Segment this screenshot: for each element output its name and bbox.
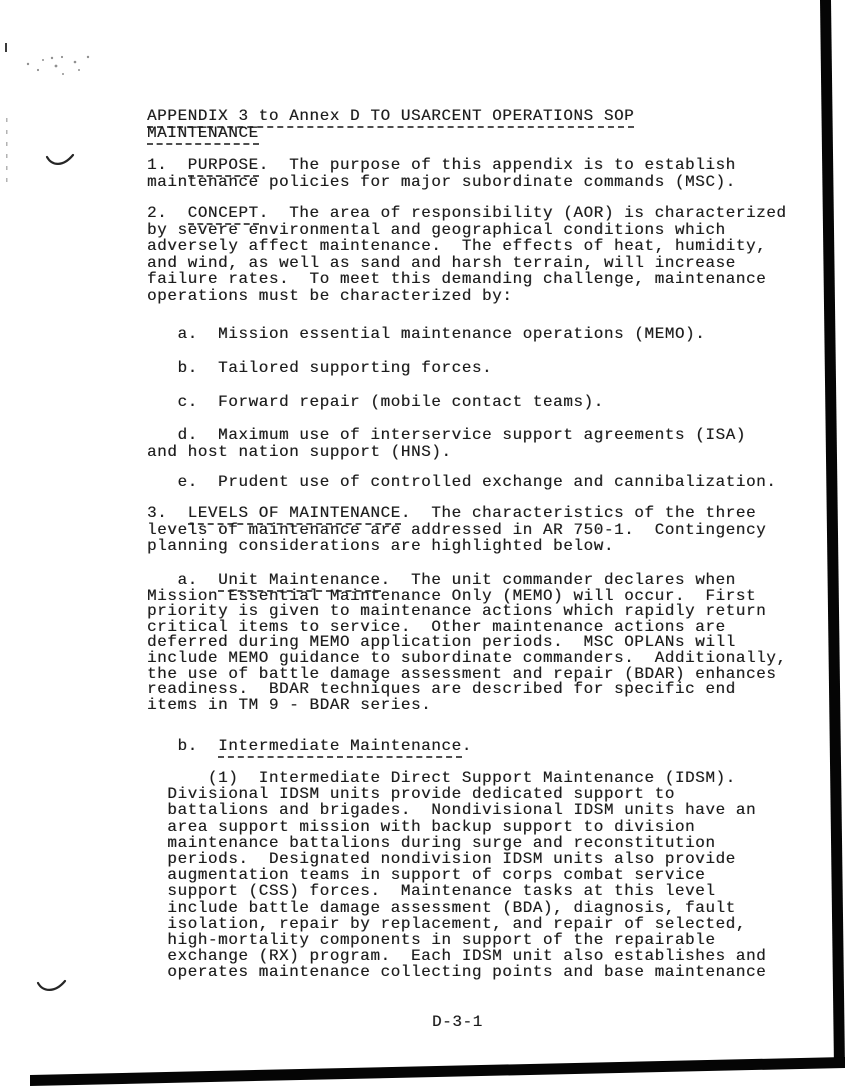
- list-item-e: [147, 474, 837, 491]
- text-line: a. Unit Maintenance. The unit commander declares when: [147, 573, 837, 589]
- list-item-a: [147, 326, 837, 343]
- text-line: planning considerations are highlighted below.: [147, 537, 614, 555]
- text-line: adversely affect maintenance. The effects of heat, humidity,: [147, 237, 767, 255]
- text-line: Divisional IDSM units provide dedicated support to: [147, 785, 675, 804]
- text-line: c. Forward repair (mobile contact teams).: [147, 393, 604, 411]
- scan-specks: [27, 56, 89, 75]
- text-line: readiness. BDAR techniques are described for specific end: [147, 680, 736, 699]
- paragraph-purpose: [147, 157, 837, 190]
- text-line: support (CSS) forces. Maintenance tasks at this level: [147, 882, 716, 901]
- text-line: levels of maintenance are addressed in AR 750-1. Contingency: [147, 520, 767, 539]
- scan-speck-dotted-line: [6, 118, 8, 182]
- text-line: include MEMO guidance to subordinate commanders. Additionally,: [147, 648, 787, 667]
- text-line: include battle damage assessment (BDA), diagnosis, fault: [147, 898, 736, 917]
- paragraph-unit-maintenance: [147, 573, 837, 713]
- list-item-c: [147, 394, 837, 411]
- text-line: maintenance policies for major subordinate commands (MSC).: [147, 172, 736, 191]
- text-line: area support mission with backup support to division: [147, 817, 696, 836]
- document-header: [147, 108, 837, 141]
- paragraph-levels-of-maintenance: [147, 505, 837, 555]
- text-line: a. Mission essential maintenance operations (MEMO).: [147, 325, 706, 343]
- text-line: isolation, repair by replacement, and repair of selected,: [147, 914, 746, 933]
- pen-mark-bottom: [38, 981, 65, 990]
- text-line: Mission Essential Maintenance Only (MEMO) will occur. First: [147, 586, 757, 605]
- underlined-text: MAINTENANCE: [147, 124, 259, 145]
- text-line: by severe environmental and geographical conditions which: [147, 220, 726, 239]
- text-line: and wind, as well as sand and harsh terrain, will increase: [147, 253, 736, 272]
- underlined-text: Unit Maintenance: [218, 571, 380, 592]
- text-line: operations must be characterized by:: [147, 286, 513, 305]
- underlined-text: CONCEPT: [188, 204, 259, 225]
- scan-speck-tick: [5, 43, 7, 52]
- text-line: 3. LEVELS OF MAINTENANCE. The characteristics of the three: [147, 505, 837, 522]
- text-line: d. Maximum use of interservice support agreements (ISA): [147, 426, 746, 444]
- text-line: the use of battle damage assessment and repair (BDAR) enhances: [147, 664, 777, 683]
- text-line: [147, 108, 837, 125]
- paragraph-intermediate-maintenance: [147, 738, 837, 755]
- text-line: deferred during MEMO application periods. MSC OPLANs will: [147, 633, 736, 652]
- page-number: D-3-1: [432, 1013, 483, 1031]
- text-line: periods. Designated nondivision IDSM units also provide: [147, 849, 736, 868]
- text-line: b. Tailored supporting forces.: [147, 359, 493, 377]
- text-line: 1. PURPOSE. The purpose of this appendix is to establish: [147, 157, 837, 174]
- text-line: 2. CONCEPT. The area of responsibility (AOR) is characterized: [147, 205, 837, 222]
- text-line: exchange (RX) program. Each IDSM unit also establishes and: [147, 947, 767, 966]
- list-item-b: [147, 360, 837, 377]
- text-line: and host nation support (HNS).: [147, 442, 452, 461]
- underlined-text: APPENDIX 3 to Annex D TO USARCENT OPERATIONS SOP: [147, 107, 634, 128]
- text-line: e. Prudent use of controlled exchange and cannibalization.: [147, 473, 777, 491]
- pen-mark-top: [47, 155, 73, 164]
- text-line: maintenance battalions during surge and reconstitution: [147, 833, 716, 852]
- list-item-d: [147, 427, 837, 460]
- scan-edge-bar-bottom: [30, 1057, 845, 1086]
- text-line: operates maintenance collecting points and base maintenance: [147, 963, 767, 982]
- paragraph-concept: [147, 205, 837, 304]
- text-line: b. Intermediate Maintenance.: [147, 738, 837, 755]
- underlined-text: LEVELS OF MAINTENANCE: [188, 504, 401, 525]
- text-line: augmentation teams in support of corps combat service: [147, 866, 706, 885]
- underlined-text: PURPOSE: [188, 156, 259, 177]
- paragraph-idsm: [147, 770, 837, 980]
- text-line: priority is given to maintenance actions which rapidly return: [147, 602, 767, 621]
- text-line: battalions and brigades. Nondivisional IDSM units have an: [147, 801, 757, 820]
- text-line: (1) Intermediate Direct Support Maintenance (IDSM).: [147, 769, 736, 787]
- text-line: items in TM 9 - BDAR series.: [147, 695, 432, 714]
- underlined-text: Intermediate Maintenance: [218, 737, 462, 758]
- text-line: failure rates. To meet this demanding challenge, maintenance: [147, 270, 767, 288]
- text-line: critical items to service. Other maintenance actions are: [147, 617, 726, 636]
- text-line: high-mortality components in support of the repairable: [147, 930, 716, 949]
